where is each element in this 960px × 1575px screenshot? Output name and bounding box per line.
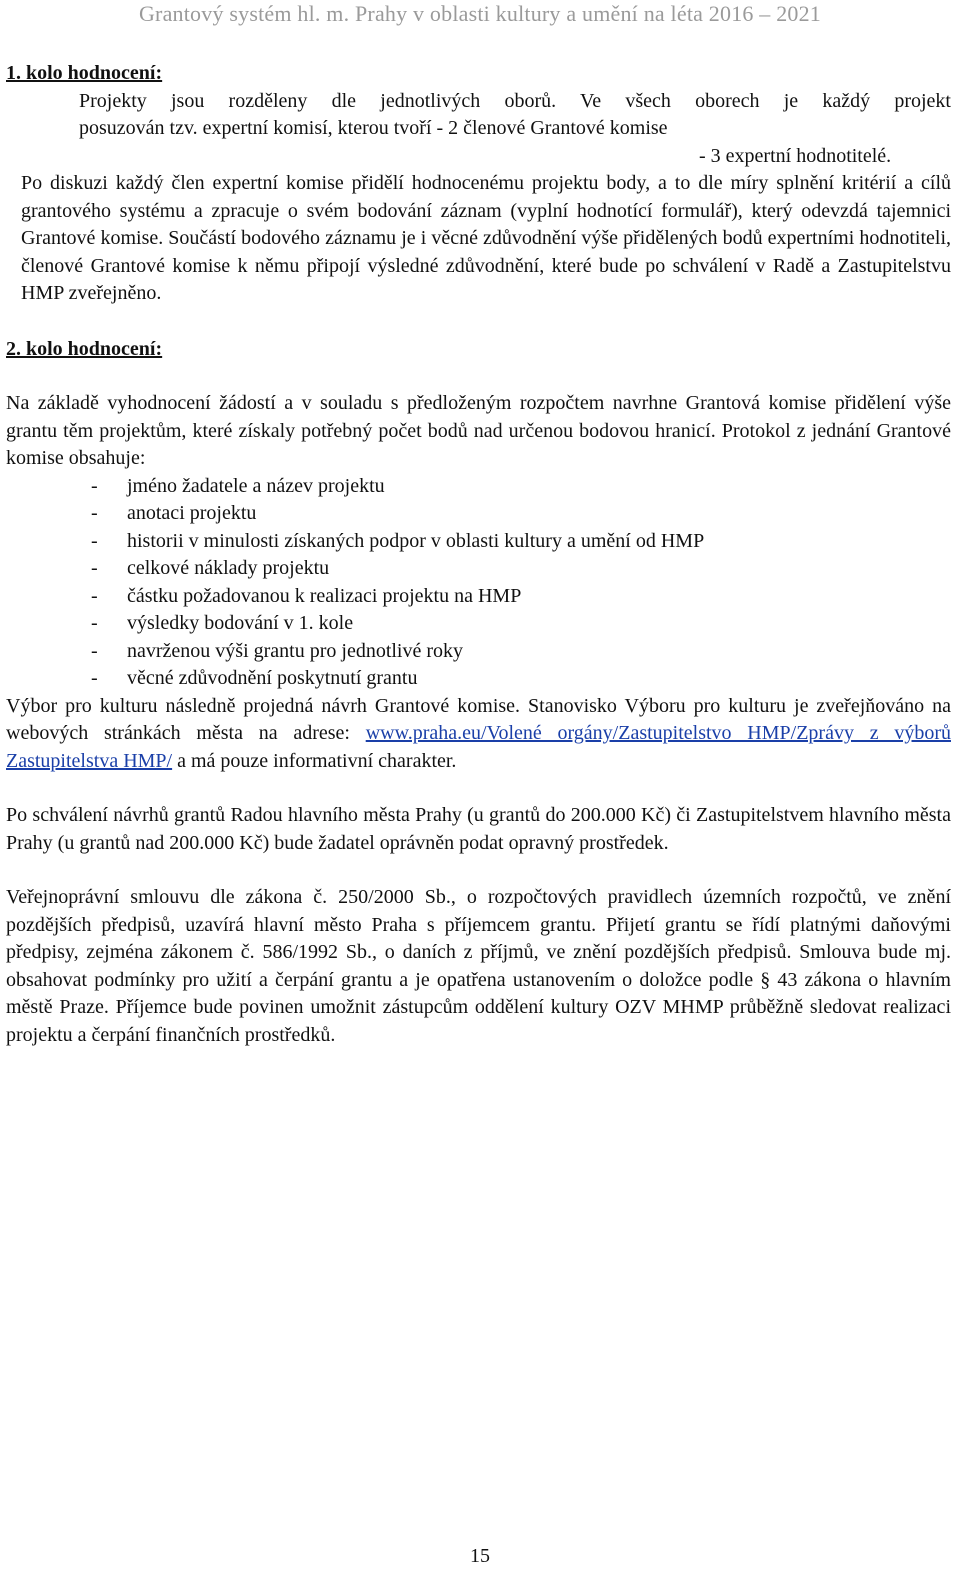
round1-paragraph1-line3: - 3 expertní hodnotitelé. <box>699 144 892 167</box>
list-item: - výsledky bodování v 1. kole <box>91 610 951 638</box>
list-item: - historii v minulosti získaných podpor v oblasti kultury a umění od HMP <box>91 528 951 556</box>
paragraph-text: a má pouze informativní charakter. <box>172 749 457 772</box>
list-item: - navrženou výši grantu pro jednotlivé roky <box>91 638 951 666</box>
document-body <box>6 60 951 1049</box>
round2-paragraph4: Veřejnoprávní smlouvu dle zákona č. 250/2000 Sb., o rozpočtových pravidlech územních rozpočtů, ve znění pozdějších předpisů, uzavírá hlavní město Praha s příjemcem grantu. Přijetí grantu se řídí platnými daňovými předpisy, zejména zákonem č. 586/1992 Sb., o daních z příjmů, ve znění pozdějších předpisů. Smlouva bude mj. obsahovat podmínky pro užití a čerpání grantu a je opatřena ustanovením o doložce podle § 43 zákona o hlavním městě Praze. Příjemce bude povinen umožnit zástupcům oddělení kultury OZV MHMP průběžně sledovat realizaci projektu a čerpání finančních prostředků. <box>6 886 951 1046</box>
page-number: 15 <box>470 1545 490 1567</box>
list-item: - celkové náklady projektu <box>91 555 951 583</box>
round1-paragraph2: Po diskuzi každý člen expertní komise přidělí hodnocenému projektu body, a to dle míry splnění kritérií a cílů grantového systému a zpracuje o svém bodování záznam (vyplní hodnotící formulář), který odevzdá tajemnici Grantové komise. Součástí bodového záznamu je i věcné zdůvodnění výše přidělených bodů expertními hodnotiteli, členové Grantové komise k němu připojí výsledné zdůvodnění, které bude po schválení v Radě a Zastupitelstvu HMP zveřejněno. <box>21 172 951 304</box>
list-item: - částku požadovanou k realizaci projektu na HMP <box>91 583 951 611</box>
round2-paragraph3: Po schválení návrhů grantů Radou hlavního města Prahy (u grantů do 200.000 Kč) či Zastupitelstvem hlavního města Prahy (u grantů nad 200.000 Kč) bude žadatel oprávněn podat opravný prostředek. <box>6 804 951 854</box>
list-item: - věcné zdůvodnění poskytnutí grantu <box>91 665 951 693</box>
round1-paragraph1-line1: Projekty jsou rozděleny dle jednotlivých oborů. Ve všech oborech je každý projekt <box>79 89 951 112</box>
list-item: - anotaci projektu <box>91 500 951 528</box>
round2-heading: 2. kolo hodnocení: <box>6 337 163 360</box>
round1-heading: 1. kolo hodnocení: <box>6 62 163 84</box>
round2-paragraph2 <box>6 693 951 776</box>
praha-committee-link[interactable]: www.praha.eu/Volené orgány/Zastupitelstvo HMP/Zprávy z výborů Zastupitelstva HMP/ <box>6 722 951 772</box>
round2-paragraph1: Na základě vyhodnocení žádostí a v souladu s předloženým rozpočtem navrhne Grantová komise přidělení výše grantu těm projektům, které získaly potřebný počet bodů nad určenou bodovou hranicí. Protokol z jednání Grantové komise obsahuje: <box>6 392 951 469</box>
protocol-contents-list <box>6 473 951 693</box>
round1-paragraph1-line2: posuzován tzv. expertní komisí, kterou tvoří - 2 členové Grantové komise <box>79 117 668 139</box>
paragraph-text: Výbor pro kulturu následně projedná návrh Grantové komise. Stanovisko Výboru pro kulturu je zveřejňováno na webových stránkách města na adrese: <box>6 694 951 744</box>
running-header: Grantový systém hl. m. Prahy v oblasti kultury a umění na léta 2016 – 2021 <box>138 1 822 26</box>
list-item: - jméno žadatele a název projektu <box>91 473 951 501</box>
